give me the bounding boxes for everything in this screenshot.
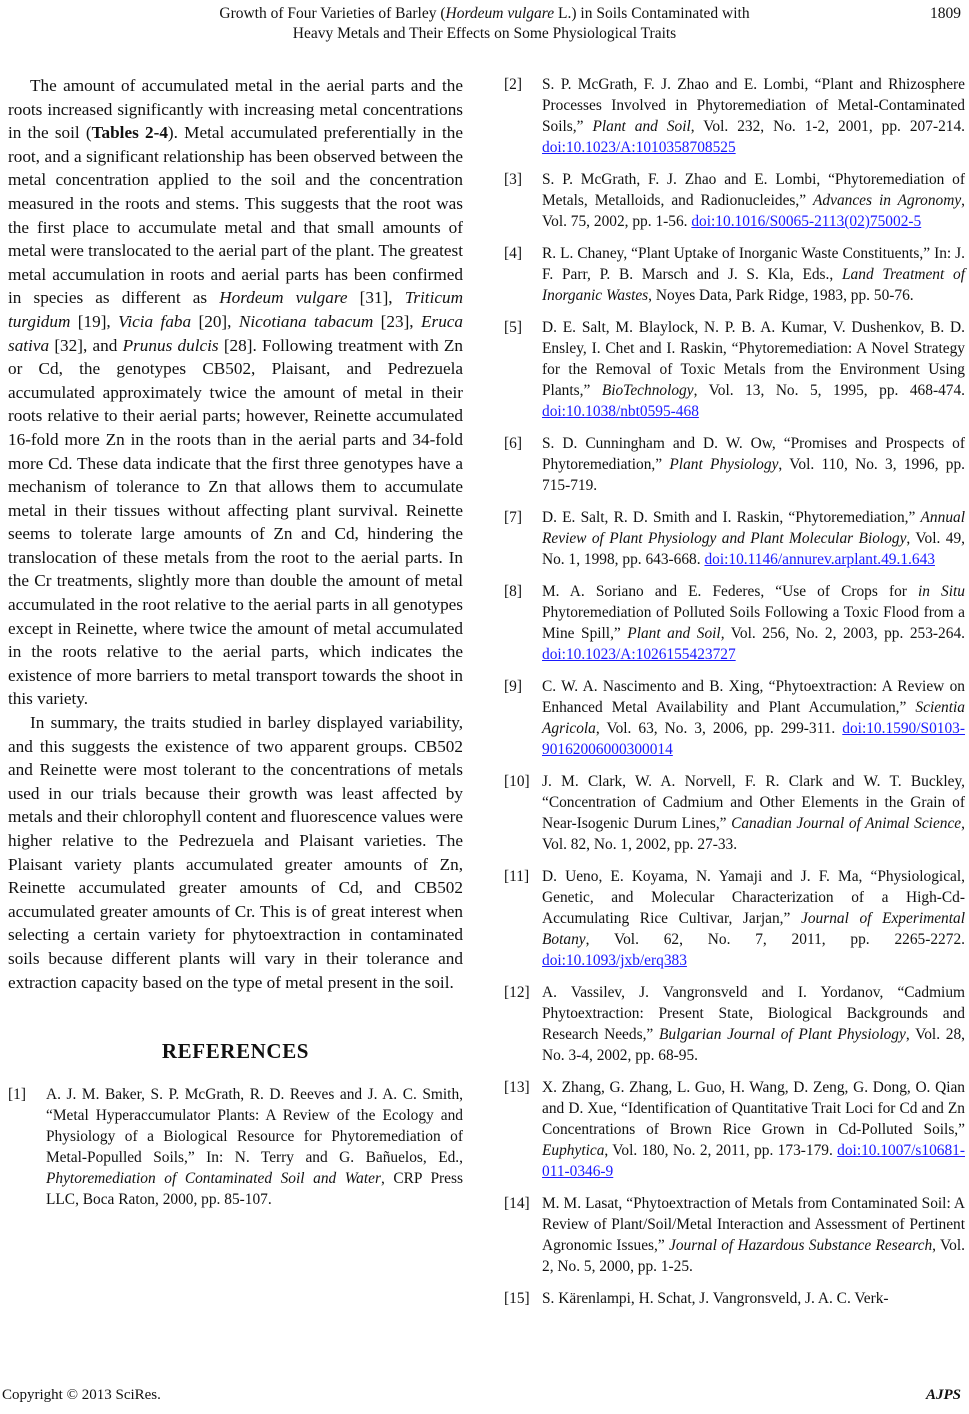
doi-link[interactable]: doi:10.1590/S0103-90162006000300014 xyxy=(542,720,965,758)
reference-venue: in Situ xyxy=(917,583,965,600)
reference-text: D. E. Salt, M. Blaylock, N. P. B. A. Kumar, V. Dushenkov, B. D. Ensley, I. Chet and I. Raskin, “Phytoremediation: A Novel Strategy for the Removal of Toxic Metals from the Environment Using Plants,” BioTechnology, Vol. 13, No. 5, 1995, pp. 468-474. doi:10.1038/nbt0595-468 xyxy=(542,319,966,420)
reference-venue: Plant and Soil xyxy=(592,118,691,135)
reference-number: [13] xyxy=(504,1079,530,1096)
reference-item xyxy=(504,771,965,855)
reference-venue: Phytoremediation of Contaminated Soil and Water xyxy=(46,1170,381,1188)
left-column xyxy=(8,74,463,1221)
reference-item xyxy=(504,507,965,570)
running-header xyxy=(0,4,969,44)
right-column xyxy=(504,74,965,1320)
reference-item xyxy=(504,1288,965,1309)
reference-number: [6] xyxy=(504,435,522,452)
doi-link[interactable]: doi:10.1038/nbt0595-468 xyxy=(542,403,699,420)
reference-text: D. E. Salt, R. D. Smith and I. Raskin, “Phytoremediation,” Annual Review of Plant Physiology and Plant Molecular Biology, Vol. 49, No. 1, 1998, pp. 643-668. doi:10.1146/annurev.arplant.49.1.643 xyxy=(542,509,965,568)
reference-text: J. M. Clark, W. A. Norvell, F. R. Clark and W. T. Buckley, “Concentration of Cadmium and Other Elements in the Grain of Near-Isogenic Durum Lines,” Canadian Journal of Animal Science, Vol. 82, No. 1, 2002, pp. 27-33. xyxy=(542,773,965,853)
reference-item xyxy=(504,169,965,232)
reference-list-right xyxy=(504,74,965,1309)
doi-link[interactable]: doi:10.1016/S0065-2113(02)75002-5 xyxy=(691,213,922,230)
doi-link[interactable]: doi:10.1146/annurev.arplant.49.1.643 xyxy=(704,551,935,568)
reference-number: [11] xyxy=(504,868,530,885)
reference-number: [15] xyxy=(504,1290,530,1307)
table-reference: Tables 2-4 xyxy=(91,123,168,143)
reference-list-left xyxy=(8,1084,463,1210)
reference-item xyxy=(504,581,965,665)
reference-number: [4] xyxy=(504,245,522,262)
reference-venue: Canadian Journal of Animal Science xyxy=(731,815,962,832)
reference-item xyxy=(504,1193,965,1277)
body-paragraph-2: In summary, the traits studied in barley displayed variability, and this suggests the existence of two apparent groups. CB502 and Reinette were most tolerant to the concentrations of metals used in our trials because their growth was least affected by metals and their chlorophyll content and fluorescence values were higher relative to the Pedrezuela and Plaisant varieties. The Plaisant variety plants accumulated greater amounts of Zn, Reinette accumulated greater amounts of Cd, and CB502 accumulated greater amounts of Cr. This is of great interest when selecting a certain variety for phytoextraction in contaminated soils because different plants will vary in their tolerance and extraction capacity based on the type of metal present in the soil. xyxy=(8,713,463,992)
species-name: Hordeum vulgare xyxy=(445,5,555,22)
reference-item xyxy=(504,317,965,422)
reference-text: C. W. A. Nascimento and B. Xing, “Phytoextraction: A Review on Enhanced Metal Availability and Plant Accumulation,” Scientia Agricola, Vol. 63, No. 3, 2006, pp. 299-311. doi:10.1590/S0103-90162006000300014 xyxy=(542,678,965,758)
reference-number: [5] xyxy=(504,319,522,336)
reference-text: S. D. Cunningham and D. W. Ow, “Promises and Prospects of Phytoremediation,” Plant Physiology, Vol. 110, No. 3, 1996, pp. 715-719. xyxy=(542,435,966,494)
doi-link[interactable]: doi:10.1023/A:1010358708525 xyxy=(542,139,736,156)
reference-text: R. L. Chaney, “Plant Uptake of Inorganic Waste Constituents,” In: J. F. Parr, P. B. Marsch and J. S. Kla, Eds., Land Treatment of Inorganic Wastes, Noyes Data, Park Ridge, 1983, pp. 50-76. xyxy=(542,245,965,304)
reference-number: [8] xyxy=(504,583,522,600)
reference-venue: Bulgarian Journal of Plant Physiology xyxy=(658,1026,906,1043)
reference-text: S. P. McGrath, F. J. Zhao and E. Lombi, “Plant and Rhizosphere Processes Involved in Phytoremediation of Metal-Contaminated Soils,” Plant and Soil, Vol. 232, No. 1-2, 2001, pp. 207-214. doi:10.1023/A:1010358708525 xyxy=(542,76,966,156)
journal-abbreviation: AJPS xyxy=(925,1387,961,1403)
reference-text: S. Kärenlampi, H. Schat, J. Vangronsveld, J. A. C. Verk- xyxy=(542,1290,889,1307)
reference-venue: Euphytica xyxy=(542,1142,605,1159)
reference-venue: Land Treatment of Inorganic Wastes xyxy=(542,266,965,304)
reference-number: [2] xyxy=(504,76,522,93)
page-number: 1809 xyxy=(930,5,961,22)
running-header-line2: Heavy Metals and Their Effects on Some Physiological Traits xyxy=(292,25,677,42)
reference-item xyxy=(504,243,965,306)
reference-text: A. Vassilev, J. Vangronsveld and I. Yordanov, “Cadmium Phytoextraction: Present State, Biological Backgrounds and Research Needs,” Bulgarian Journal of Plant Physiology, Vol. 28, No. 3-4, 2002, pp. 68-95. xyxy=(542,984,965,1064)
reference-venue: Plant Physiology xyxy=(669,456,779,473)
reference-number: [3] xyxy=(504,171,522,188)
reference-text: D. Ueno, E. Koyama, N. Yamaji and J. F. Ma, “Physiological, Genetic, and Molecular Characterization of a High-Cd-Accumulating Rice Cultivar, Jarjan,” Journal of Experimental Botany, Vol. 62, No. 7, 2011, pp. 2265-2272. doi:10.1093/jxb/erq383 xyxy=(542,868,965,969)
copyright-notice: Copyright © 2013 SciRes. xyxy=(2,1387,161,1403)
reference-venue: Journal of Hazardous Substance Research xyxy=(669,1237,933,1254)
reference-venue: Journal of Experimental Botany xyxy=(542,910,965,948)
reference-item xyxy=(504,866,965,971)
doi-link[interactable]: doi:10.1023/A:1026155423727 xyxy=(542,646,736,663)
references-heading: REFERENCES xyxy=(161,1039,310,1064)
reference-number: [7] xyxy=(504,509,522,526)
running-header-line1: Growth of Four Varieties of Barley (Hordeum vulgare L.) in Soils Contaminated with xyxy=(219,5,750,22)
reference-number: [10] xyxy=(504,773,530,790)
reference-venue: Scientia Agricola xyxy=(542,699,965,737)
body-paragraph-1: The amount of accumulated metal in the aerial parts and the roots increased significantly with increasing metal concentrations in the soil (Tables 2-4). Metal accumulated preferentially in the root, and a significant relationship has been observed between the metal concentration applied to the soil and the concentration measured in the roots and stems. This suggests that the root was the first place to accumulate metal and that small amounts of metal were translocated to the aerial part of the plant. The greatest metal accumulation in roots and aerial parts has been confirmed in species as different as Hordeum vulgare [31], Triticum turgidum [19], Vicia faba [20], Nicotiana tabacum [23], Eruca sativa [32], and Prunus dulcis [28]. Following treatment with Zn or Cd, the genotypes CB502, Plaisant, and Pedrezuela accumulated approximately twice the amount of metal in their roots relative to their aerial parts; however, Reinette accumulated 16-fold more Zn in the roots than in the aerial parts and 34-fold more Cd. These data indicate that the first three genotypes have a mechanism of tolerance to Zn that allows them to accumulate metal in their tissues without affecting plant survival. Reinette seems to tolerate large amounts of Zn and Cd, hindering the translocation of these metals from the root to the aerial parts. In the Cr treatments, slightly more than double the amount of metal accumulated in the root relative to the aerial parts in all genotypes except in Reinette, where twice the amount of metal accumulated in the roots relative to the aerial parts, which indicates the existence of more barriers to metal transport towards the shoot in this variety. xyxy=(8,76,464,709)
reference-item xyxy=(504,433,965,496)
reference-item xyxy=(504,676,965,760)
reference-item xyxy=(504,74,965,158)
reference-item xyxy=(8,1084,463,1210)
reference-venue: Advances in Agronomy xyxy=(813,192,962,209)
reference-number: [9] xyxy=(504,678,522,695)
doi-link[interactable]: doi:10.1093/jxb/erq383 xyxy=(542,952,687,969)
reference-text: S. P. McGrath, F. J. Zhao and E. Lombi, “Phytoremediation of Metals, Metalloids, and Radionucleides,” Advances in Agronomy, Vol. 75, 2002, pp. 1-56. doi:10.1016/S0065-2113(02)75002-5 xyxy=(542,171,966,230)
reference-venue: Plant and Soil xyxy=(627,625,721,642)
reference-number: [14] xyxy=(504,1195,530,1212)
reference-item xyxy=(504,982,965,1066)
reference-venue: BioTechnology xyxy=(601,382,694,399)
reference-text: M. M. Lasat, “Phytoextraction of Metals from Contaminated Soil: A Review of Plant/Soil/Metal Interaction and Assessment of Pertinent Agronomic Issues,” Journal of Hazardous Substance Research, Vol. 2, No. 5, 2000, pp. 1-25. xyxy=(542,1195,965,1275)
reference-number: [1] xyxy=(8,1086,26,1104)
doi-link[interactable]: doi:10.1007/s10681-011-0346-9 xyxy=(542,1142,965,1180)
reference-venue: Annual Review of Plant Physiology and Plant Molecular Biology xyxy=(542,509,965,547)
reference-item xyxy=(504,1077,965,1182)
reference-text: X. Zhang, G. Zhang, L. Guo, H. Wang, D. Zeng, G. Dong, O. Qian and D. Xue, “Identification of Quantitative Trait Loci for Cd and Zn Concentrations of Brown Rice Grown in Cd-Polluted Soils,” Euphytica, Vol. 180, No. 2, 2011, pp. 173-179. doi:10.1007/s10681-011-0346-9 xyxy=(542,1079,965,1180)
reference-number: [12] xyxy=(504,984,530,1001)
reference-text: M. A. Soriano and E. Federes, “Use of Crops for in Situ Phytoremediation of Polluted Soils Following a Toxic Flood from a Mine Spill,” Plant and Soil, Vol. 256, No. 2, 2003, pp. 253-264. doi:10.1023/A:1026155423727 xyxy=(542,583,965,663)
reference-text: A. J. M. Baker, S. P. McGrath, R. D. Reeves and J. A. C. Smith, “Metal Hyperaccumulator Plants: A Review of the Ecology and Physiology of a Biological Resource for Phytoremediation of Metal-Populled Soils,” In: N. Terry and G. Bañuelos, Ed., Phytoremediation of Contaminated Soil and Water, CRP Press LLC, Boca Raton, 2000, pp. 85-107. xyxy=(46,1086,463,1209)
